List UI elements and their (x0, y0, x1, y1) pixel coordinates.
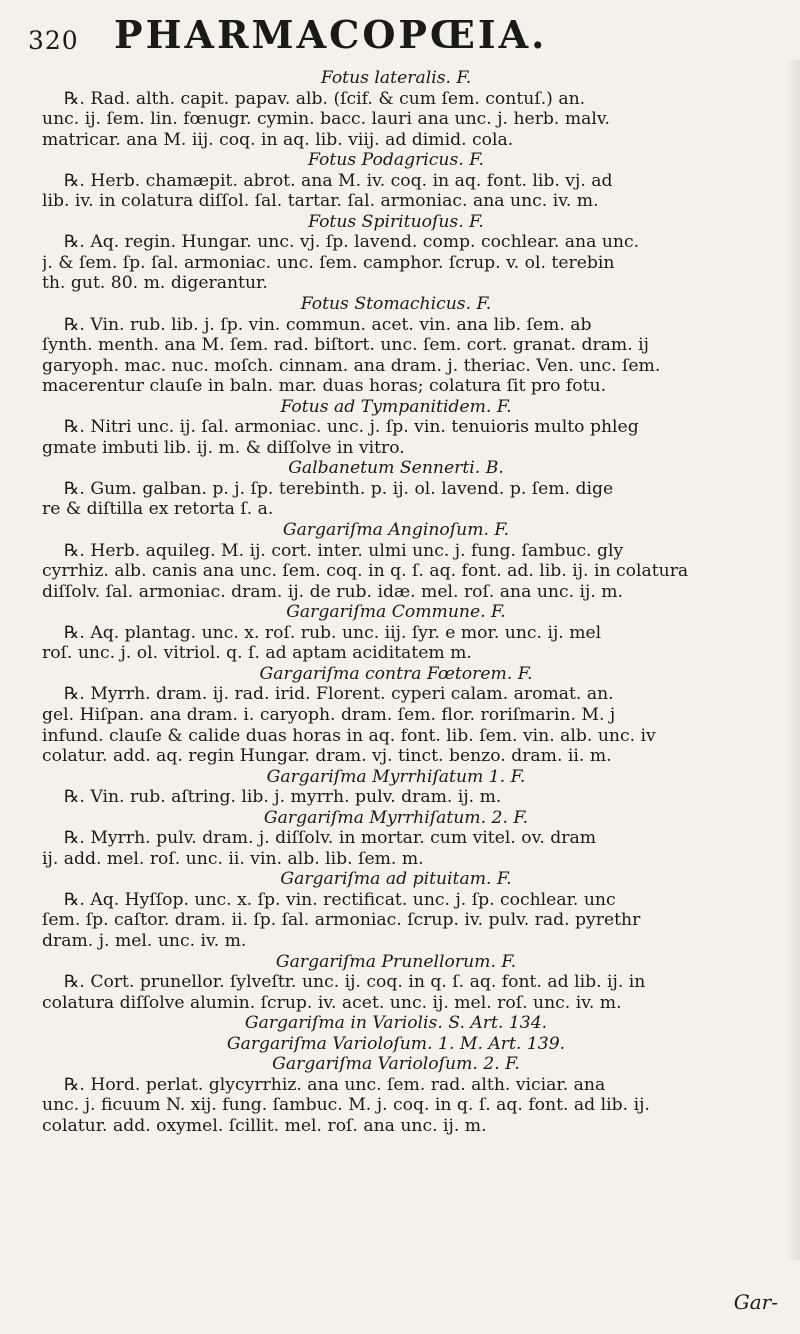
text-line: re & diſtilla ex retorta ſ. a. (42, 499, 274, 520)
text-line: j. & ſem. ſp. ſal. armoniac. unc. ſem. camphor. ſcrup. v. ol. terebin (42, 252, 615, 273)
text-line: lib. iv. in colatura diſſol. ſal. tartar. ſal. armoniac. ana unc. iv. m. (42, 191, 599, 212)
text-line: unc. j. ficuum N. xij. fung. ſambuc. M. j. coq. in q. ſ. aq. font. ad lib. ij. (42, 1095, 650, 1116)
running-head: PHARMACOPŒIA. (114, 12, 548, 57)
text-line: dram. j. mel. unc. iv. m. (42, 930, 247, 951)
reference-variolis: Gargariſma in Variolis. S. Art. 134. (244, 1013, 548, 1034)
text-line: ℞. Rad. alth. capit. papav. alb. (ſcif. & cum ſem. contuſ.) an. (64, 88, 586, 109)
text-line: ℞. Hord. perlat. glycyrrhiz. ana unc. ſem. rad. alth. viciar. ana (64, 1074, 606, 1095)
text-line: colatur. add. oxymel. ſcillit. mel. roſ. ana unc. ij. m. (42, 1115, 487, 1136)
text-line: ℞. Aq. Hyſſop. unc. x. ſp. vin. rectificat. unc. j. ſp. cochlear. unc (64, 889, 616, 910)
text-line: ℞. Nitri unc. ij. ſal. armoniac. unc. j. ſp. vin. tenuioris multo phleg (64, 417, 639, 438)
text-line: ℞. Aq. plantag. unc. x. roſ. rub. unc. iij. ſyr. e mor. unc. ij. mel (64, 622, 602, 643)
heading-gargarisma-variolosum-2: Gargariſma Varioloſum. 2. F. (272, 1054, 520, 1075)
text-line: ℞. Herb. aquileg. M. ij. cort. inter. ulmi unc. j. fung. ſambuc. gly (64, 540, 624, 561)
heading-gargarisma-prunellorum: Gargariſma Prunellorum. F. (275, 951, 517, 972)
heading-fotus-tympanitidem: Fotus ad Tympanitidem. F. (280, 396, 512, 417)
page-gutter-shadow (786, 60, 800, 1260)
heading-gargarisma-pituitam: Gargariſma ad pituitam. F. (280, 869, 512, 890)
text-line: ℞. Gum. galban. p. j. ſp. terebinth. p. ij. ol. lavend. p. ſem. dige (64, 478, 614, 499)
text-line: th. gut. 80. m. digerantur. (42, 273, 268, 294)
text-line: ℞. Herb. chamæpit. abrot. ana M. iv. coq. in aq. font. lib. vj. ad (64, 170, 613, 191)
heading-fotus-stomachicus: Fotus Stomachicus. F. (300, 294, 492, 315)
text-line: ℞. Myrrh. pulv. dram. j. diſſolv. in mortar. cum vitel. ov. dram (64, 828, 597, 849)
text-line: ℞. Vin. rub. aſtring. lib. j. myrrh. pulv. dram. ij. m. (64, 787, 502, 808)
heading-galbanetum: Galbanetum Sennerti. B. (288, 458, 504, 479)
page-header (22, 12, 782, 60)
text-line: gel. Hiſpan. ana dram. i. caryoph. dram. ſem. flor. roriſmarin. M. j (42, 704, 616, 725)
text-line: unc. ij. ſem. lin. fœnugr. cymin. bacc. lauri ana unc. j. herb. malv. (42, 109, 611, 130)
text-line: ℞. Myrrh. dram. ij. rad. irid. Florent. cyperi calam. aromat. an. (64, 684, 614, 705)
heading-gargarisma-foetorem: Gargariſma contra Fœtorem. F. (259, 663, 533, 684)
heading-gargarisma-myrrhisatum-1: Gargariſma Myrrhiſatum 1. F. (266, 766, 526, 787)
text-line: gmate imbuti lib. ij. m. & diſſolve in vitro. (42, 437, 405, 458)
text-line: ij. add. mel. roſ. unc. ii. vin. alb. lib. ſem. m. (42, 848, 424, 869)
catchword: Gar- (733, 1290, 778, 1314)
heading-fotus-lateralis: Fotus lateralis. F. (320, 68, 472, 88)
text-line: roſ. unc. j. ol. vitriol. q. ſ. ad aptam aciditatem m. (42, 643, 472, 664)
heading-gargarisma-anginosum: Gargariſma Anginoſum. F. (282, 520, 510, 541)
text-line: garyoph. mac. nuc. moſch. cinnam. ana dram. j. theriac. Ven. unc. ſem. (42, 355, 661, 376)
text-line: ℞. Cort. prunellor. ſylveſtr. unc. ij. coq. in q. ſ. aq. font. ad lib. ij. in (64, 972, 646, 993)
text-line: infund. clauſe & calide duas horas in aq. font. lib. ſem. vin. alb. unc. iv (42, 725, 656, 746)
text-line: diſſolv. ſal. armoniac. dram. ij. de rub. idæ. mel. roſ. ana unc. ij. m. (42, 581, 624, 602)
text-line: cyrrhiz. alb. canis ana unc. ſem. coq. in q. ſ. aq. font. ad. lib. ij. in colatura (42, 561, 689, 582)
heading-fotus-podagricus: Fotus Podagricus. F. (308, 150, 484, 171)
heading-fotus-spirituosus: Fotus Spirituoſus. F. (308, 211, 484, 232)
reference-variolosum-1: Gargariſma Varioloſum. 1. M. Art. 139. (226, 1033, 566, 1054)
text-line: ℞. Aq. regin. Hungar. unc. vj. ſp. lavend. comp. cochlear. ana unc. (64, 232, 640, 253)
text-line: macerentur clauſe in baln. mar. duas horas; colatura ſit pro fotu. (42, 376, 607, 397)
text-line: matricar. ana M. iij. coq. in aq. lib. viij. ad dimid. cola. (42, 129, 514, 150)
recipe-text (42, 68, 790, 1136)
heading-gargarisma-myrrhisatum-2: Gargariſma Myrrhiſatum. 2. F. (263, 807, 529, 828)
text-line: ſem. ſp. caſtor. dram. ii. ſp. ſal. armoniac. ſcrup. iv. pulv. rad. pyrethr (42, 910, 641, 931)
text-line: colatura diſſolve alumin. ſcrup. iv. acet. unc. ij. mel. roſ. unc. iv. m. (42, 992, 622, 1013)
heading-gargarisma-commune: Gargariſma Commune. F. (286, 602, 506, 623)
text-line: ℞. Vin. rub. lib. j. ſp. vin. commun. acet. vin. ana lib. ſem. ab (64, 314, 592, 335)
text-line: colatur. add. aq. regin Hungar. dram. vj. tinct. benzo. dram. ii. m. (42, 746, 612, 767)
page-number: 320 (28, 26, 79, 55)
text-line: ſynth. menth. ana M. ſem. rad. biſtort. unc. ſem. cort. granat. dram. ij (42, 335, 649, 356)
